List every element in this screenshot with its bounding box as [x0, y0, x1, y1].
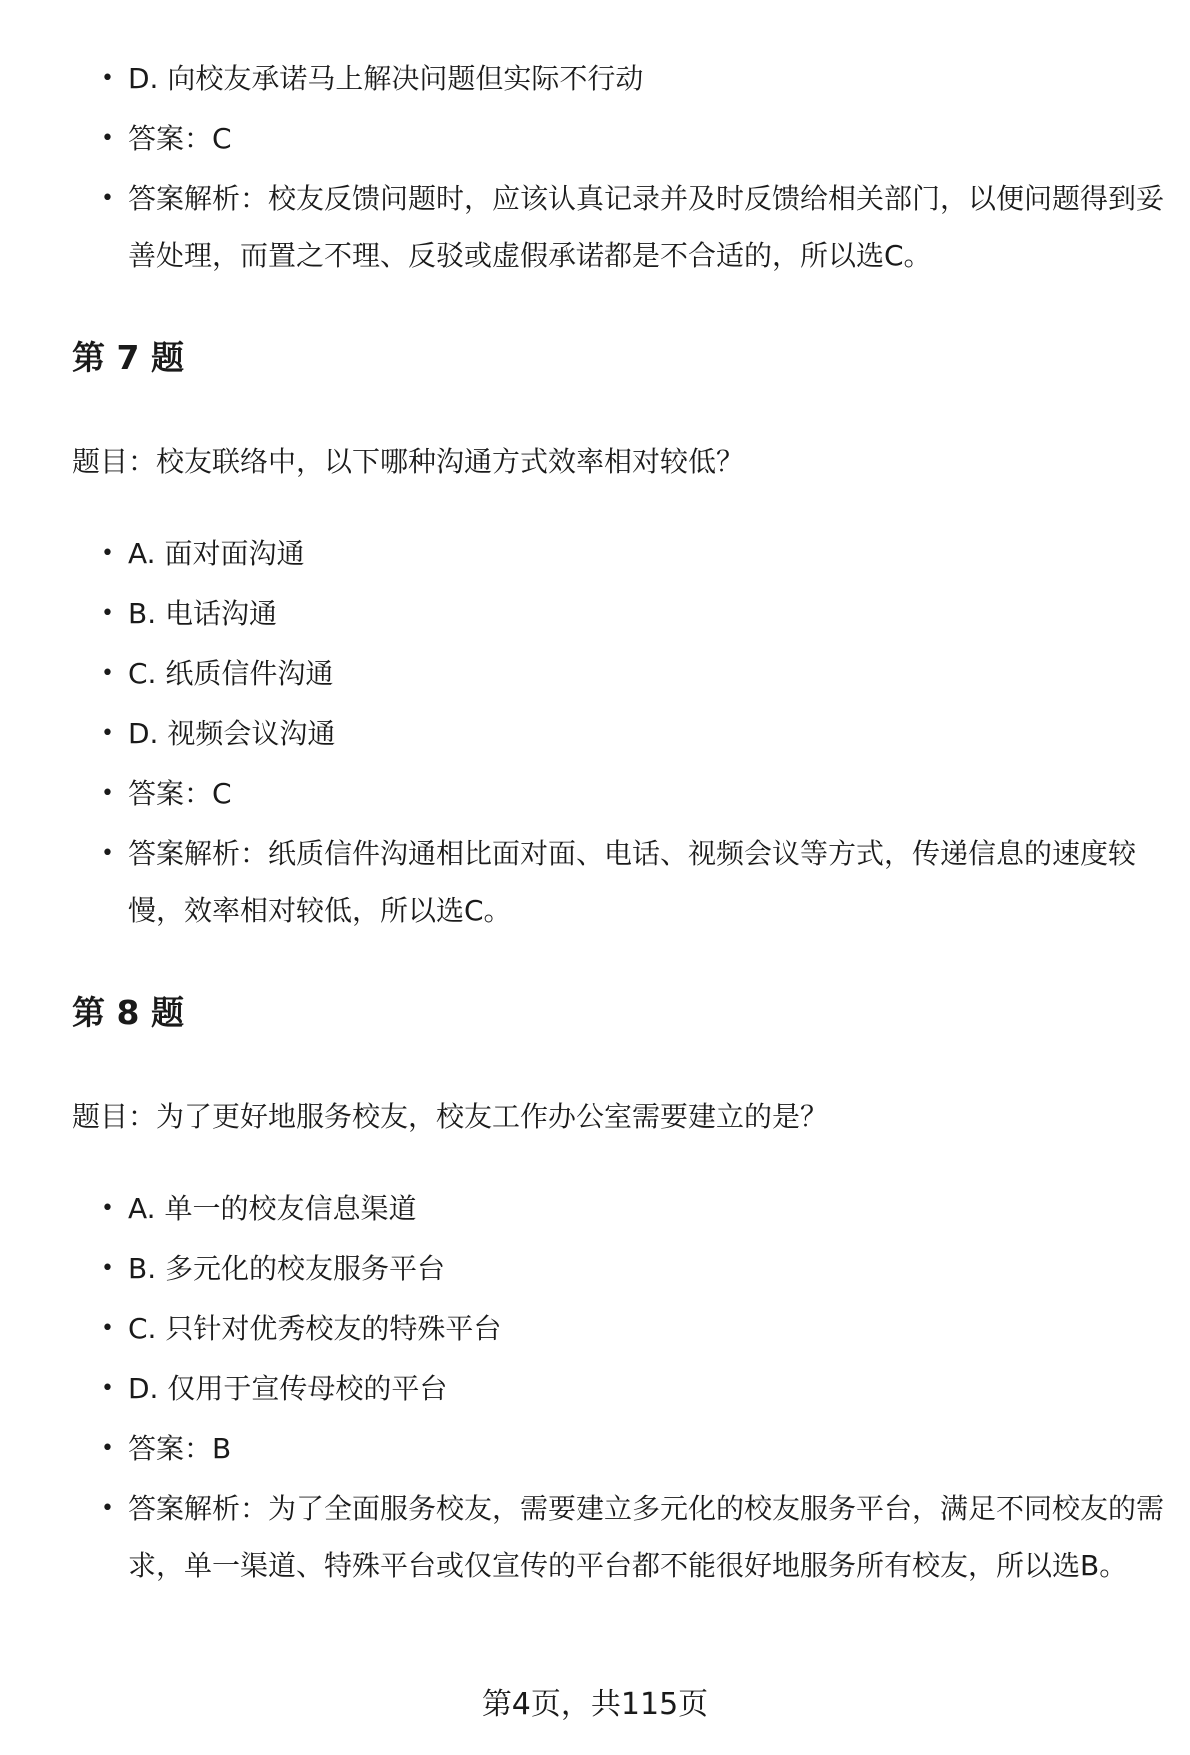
- list-item: [72, 585, 1190, 642]
- bullet-icon: •: [101, 601, 114, 626]
- list-item: [72, 525, 1190, 582]
- bullet-icon: •: [101, 541, 114, 566]
- option-b-text: B. 电话沟通: [128, 597, 278, 630]
- option-b-text: B. 多元化的校友服务平台: [128, 1252, 446, 1285]
- option-c-text: C. 纸质信件沟通: [128, 657, 334, 690]
- option-c-text: C. 只针对优秀校友的特殊平台: [128, 1312, 502, 1345]
- bullet-icon: •: [101, 126, 114, 151]
- option-d-text: D. 向校友承诺马上解决问题但实际不行动: [128, 62, 644, 95]
- list-item: [72, 1420, 1190, 1477]
- bullet-icon: •: [101, 1256, 114, 1281]
- bullet-icon: •: [101, 1496, 114, 1521]
- list-item: [72, 1300, 1190, 1357]
- bullet-icon: •: [101, 1436, 114, 1461]
- question-options-list: [72, 525, 1190, 942]
- list-item: [72, 1360, 1190, 1417]
- bullet-icon: •: [101, 66, 114, 91]
- list-item: [72, 110, 1190, 167]
- option-d-text: D. 视频会议沟通: [128, 717, 336, 750]
- list-item: [72, 765, 1190, 822]
- list-item: [72, 825, 1190, 939]
- bullet-icon: •: [101, 1316, 114, 1341]
- question-options-list: [72, 1180, 1190, 1597]
- question-prompt: 题目：校友联络中，以下哪种沟通方式效率相对较低？: [72, 445, 745, 478]
- bullet-icon: •: [101, 721, 114, 746]
- bullet-icon: •: [101, 841, 114, 866]
- list-item: [72, 1180, 1190, 1237]
- list-item: [72, 1480, 1190, 1594]
- question-heading: 第 7 题: [72, 338, 184, 377]
- answer-text: 答案：C: [128, 777, 232, 810]
- bullet-icon: •: [101, 781, 114, 806]
- list-item: [72, 170, 1190, 284]
- option-a-text: A. 面对面沟通: [128, 537, 305, 570]
- list-item: [72, 705, 1190, 762]
- page-number-footer: 第4页，共115页: [481, 1687, 709, 1722]
- list-item: [72, 50, 1190, 107]
- explanation-text: 答案解析：校友反馈问题时，应该认真记录并及时反馈给相关部门，以便问题得到妥善处理，而置之不理、反驳或虚假承诺都是不合适的，所以选C。: [128, 182, 1165, 272]
- bullet-icon: •: [101, 1376, 114, 1401]
- answer-text: 答案：B: [128, 1432, 232, 1465]
- option-d-text: D. 仅用于宣传母校的平台: [128, 1372, 448, 1405]
- bullet-icon: •: [101, 186, 114, 211]
- explanation-text: 答案解析：纸质信件沟通相比面对面、电话、视频会议等方式，传递信息的速度较慢，效率相对较低，所以选C。: [128, 837, 1137, 927]
- bullet-icon: •: [101, 1196, 114, 1221]
- list-item: [72, 1240, 1190, 1297]
- list-item: [72, 645, 1190, 702]
- question-prompt: 题目：为了更好地服务校友，校友工作办公室需要建立的是？: [72, 1100, 829, 1133]
- prev-question-list: [72, 50, 1190, 287]
- explanation-text: 答案解析：为了全面服务校友，需要建立多元化的校友服务平台，满足不同校友的需求，单一渠道、特殊平台或仅宣传的平台都不能很好地服务所有校友，所以选B。: [128, 1492, 1165, 1582]
- answer-text: 答案：C: [128, 122, 232, 155]
- question-heading: 第 8 题: [72, 993, 184, 1032]
- bullet-icon: •: [101, 661, 114, 686]
- option-a-text: A. 单一的校友信息渠道: [128, 1192, 417, 1225]
